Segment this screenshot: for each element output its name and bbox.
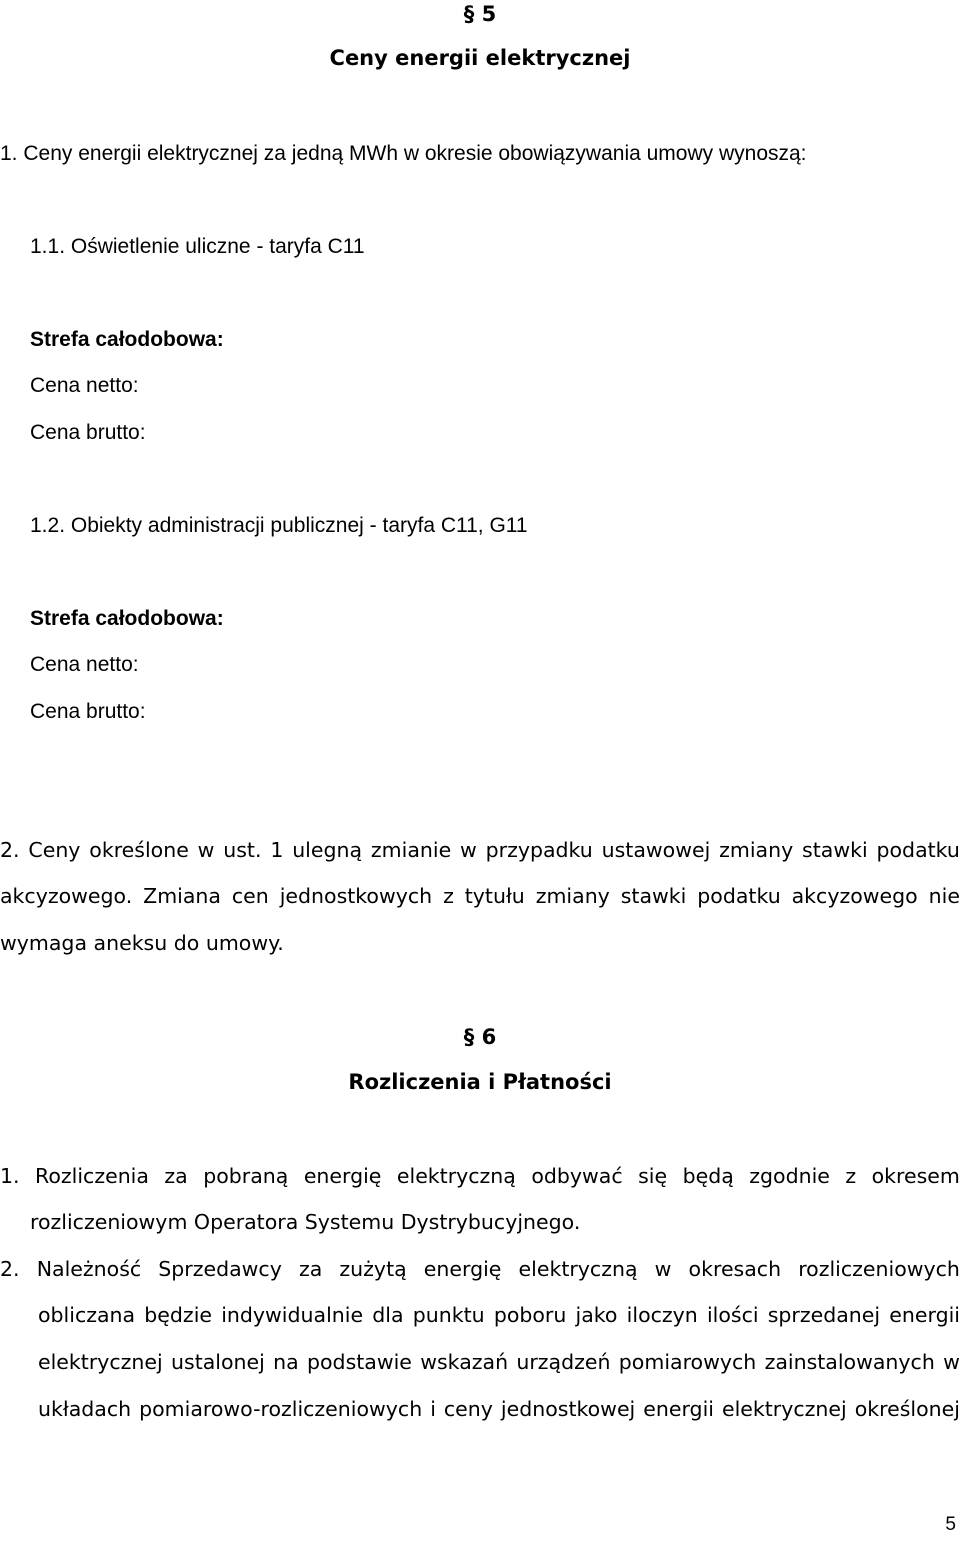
item-2-line-1: 2. Ceny określone w ust. 1 ulegną zmianie w przypadku ustawowej zmiany stawki podatku [0, 838, 960, 862]
item-1-1-gross-price: Cena brutto: [30, 421, 146, 444]
section-5-mark: § 5 [463, 2, 497, 26]
page-number: 5 [945, 1514, 956, 1535]
section-6-point-2-line-4: układach pomiarowo-rozliczeniowych i ceny jednostkowej energii elektrycznej określonej [38, 1397, 960, 1421]
item-1-2-gross-price: Cena brutto: [30, 700, 146, 723]
item-1: 1. Ceny energii elektrycznej za jedną MWh w okresie obowiązywania umowy wynoszą: [0, 142, 807, 165]
section-6-point-2-line-3: elektrycznej ustalonej na podstawie wskazań urządzeń pomiarowych zainstalowanych w [38, 1350, 960, 1374]
item-2-line-3: wymaga aneksu do umowy. [0, 931, 284, 955]
item-2-line-2: akcyzowego. Zmiana cen jednostkowych z tytułu zmiany stawki podatku akcyzowego nie [0, 884, 960, 908]
section-6-point-1-line-2: rozliczeniowym Operatora Systemu Dystrybucyjnego. [30, 1210, 581, 1234]
item-1-1-net-price: Cena netto: [30, 374, 139, 397]
item-1-1-title: 1.1. Oświetlenie uliczne - taryfa C11 [30, 235, 365, 258]
section-6-point-2-line-1: 2. Należność Sprzedawcy za zużytą energię elektryczną w okresach rozliczeniowych [0, 1257, 960, 1281]
item-1-1-zone: Strefa całodobowa: [30, 328, 224, 351]
section-5-heading: Ceny energii elektrycznej [329, 46, 631, 70]
section-6-heading: Rozliczenia i Płatności [348, 1070, 612, 1094]
item-1-2-net-price: Cena netto: [30, 653, 139, 676]
item-1-2-title: 1.2. Obiekty administracji publicznej - taryfa C11, G11 [30, 514, 528, 537]
item-1-2-zone: Strefa całodobowa: [30, 607, 224, 630]
section-6-point-1-line-1: 1. Rozliczenia za pobraną energię elektryczną odbywać się będą zgodnie z okresem [0, 1164, 960, 1188]
section-6-mark: § 6 [463, 1025, 497, 1049]
section-6-point-2-line-2: obliczana będzie indywidualnie dla punktu poboru jako iloczyn ilości sprzedanej energii [38, 1303, 960, 1327]
